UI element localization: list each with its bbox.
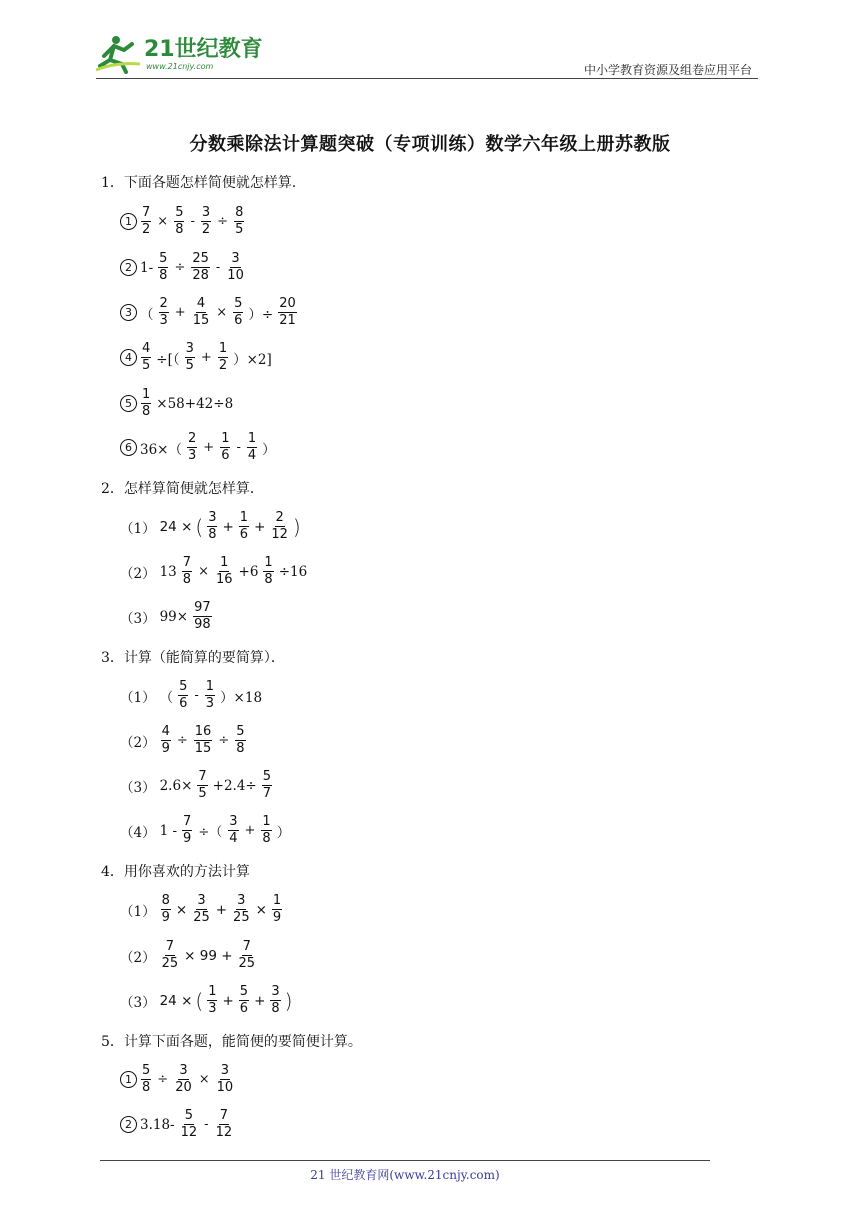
expression-text: 24 ×: [159, 518, 193, 535]
denominator: 98: [194, 617, 211, 633]
fraction: [233, 297, 243, 329]
header-platform-text: 中小学教育资源及组卷应用平台: [583, 63, 752, 77]
expression-text: ）÷: [248, 306, 274, 323]
fraction: [185, 342, 195, 374]
operator: ÷: [174, 260, 186, 276]
question-2: [101, 478, 264, 498]
expression-item: [120, 206, 247, 238]
question-4: [101, 861, 250, 881]
item-label: （2）: [120, 565, 156, 582]
operator: -: [215, 260, 221, 276]
fraction: [205, 680, 215, 712]
parenthesis: ): [284, 988, 293, 1013]
operator: -: [204, 1117, 209, 1133]
item-label: 2: [120, 259, 137, 276]
question-text: 计算下面各题，能简便的要简便计算。: [123, 1034, 362, 1050]
fraction: [215, 1109, 234, 1141]
expression-item: [120, 680, 264, 712]
numerator: 5: [178, 680, 188, 696]
numerator: 7: [141, 206, 151, 222]
denominator: 8: [208, 527, 217, 543]
expression-text: ）×2]: [233, 351, 272, 368]
numerator: 1: [247, 432, 257, 448]
expression-text: 24 ×: [159, 992, 193, 1009]
expression-text: ）×18: [220, 689, 263, 706]
denominator: 5: [142, 358, 151, 374]
operator: ÷（: [198, 825, 223, 841]
denominator: 6: [234, 313, 243, 329]
numerator: 3: [178, 1064, 188, 1080]
denominator: 8: [262, 831, 271, 847]
expression-text: ÷[（: [156, 351, 180, 368]
expression-item: [120, 1109, 236, 1141]
fraction: [239, 985, 249, 1017]
expression-text: +: [222, 518, 234, 535]
fraction: [161, 894, 171, 926]
fraction: [216, 1064, 235, 1096]
denominator: 15: [192, 313, 210, 329]
fraction: [247, 432, 257, 464]
item-label: （3）: [120, 610, 156, 627]
question-5: [101, 1031, 362, 1051]
numerator: 7: [182, 815, 192, 831]
numerator: 4: [161, 725, 171, 741]
fraction: [207, 985, 217, 1017]
expression-text: ）: [262, 441, 276, 458]
logo: [96, 34, 266, 74]
expression-item: [120, 432, 278, 464]
denominator: 9: [161, 910, 170, 926]
denominator: 8: [142, 1080, 151, 1096]
numerator: 25: [191, 252, 210, 268]
logo-url: www.21cnjy.com: [146, 62, 214, 71]
expression-text: ×: [175, 901, 188, 918]
denominator: 6: [239, 527, 249, 543]
footer-divider: [100, 1160, 710, 1161]
fraction: [187, 432, 197, 464]
denominator: 3: [205, 696, 215, 712]
fraction: [220, 432, 230, 464]
question-number: 1．: [101, 175, 124, 191]
denominator: 15: [194, 741, 212, 757]
fraction: [192, 894, 211, 926]
expression-item: [120, 342, 274, 374]
expression-text: +2.4÷: [212, 777, 257, 794]
expression-text: +: [254, 518, 266, 535]
fraction: [191, 252, 210, 284]
operator: -: [190, 214, 195, 230]
denominator: 25: [233, 910, 250, 926]
item-label: （3）: [120, 779, 156, 796]
expression-text: +: [222, 992, 234, 1009]
runner-logo-icon: [96, 36, 140, 72]
denominator: 20: [175, 1080, 192, 1096]
fraction: [194, 725, 213, 757]
item-label: （3）: [120, 994, 156, 1011]
fraction: [234, 206, 244, 238]
fraction: [228, 815, 238, 847]
expression-item: [120, 894, 285, 926]
denominator: 6: [221, 448, 230, 464]
operator: +: [244, 823, 256, 839]
numerator: 3: [270, 985, 280, 1001]
header-divider: [96, 78, 758, 79]
expression-item: [120, 770, 275, 802]
expression-item: [120, 1064, 237, 1096]
denominator: 25: [161, 956, 179, 972]
denominator: 5: [198, 786, 207, 802]
expression-item: [120, 985, 293, 1017]
fraction: [270, 511, 289, 543]
fraction: [261, 815, 271, 847]
question-3: [101, 647, 285, 667]
denominator: 10: [216, 1080, 234, 1096]
item-label: 6: [120, 439, 137, 456]
denominator: 3: [159, 313, 168, 329]
denominator: 25: [193, 910, 210, 926]
numerator: 1: [207, 985, 217, 1001]
fraction: [232, 894, 251, 926]
item-label: 3: [120, 304, 137, 321]
expression-text: 1 -: [159, 822, 178, 839]
numerator: 16: [194, 725, 213, 741]
numerator: 1: [239, 511, 249, 527]
denominator: 8: [142, 404, 151, 420]
numerator: 8: [234, 206, 244, 222]
denominator: 2: [142, 222, 151, 238]
denominator: 6: [239, 1001, 249, 1017]
parenthesis: (: [195, 988, 204, 1013]
denominator: 25: [238, 956, 256, 972]
fraction: [182, 815, 192, 847]
numerator: 1: [263, 556, 273, 572]
item-label: （2）: [120, 949, 156, 966]
fraction: [141, 388, 151, 420]
item-label: 4: [120, 349, 137, 366]
denominator: 2: [218, 358, 228, 374]
numerator: 3: [207, 511, 217, 527]
parenthesis: ): [292, 514, 301, 539]
expression-text: ×58+42÷8: [156, 395, 234, 412]
numerator: 5: [235, 725, 245, 741]
item-label: 2: [120, 1116, 137, 1133]
item-label: 5: [120, 395, 137, 412]
operator: ×: [198, 1072, 210, 1088]
numerator: 3: [185, 342, 195, 358]
fraction: [161, 725, 171, 757]
denominator: 12: [180, 1125, 198, 1141]
denominator: 28: [192, 268, 209, 284]
expression-text: （: [140, 306, 154, 323]
denominator: 3: [208, 1001, 217, 1017]
numerator: 5: [184, 1109, 194, 1125]
parenthesis: (: [195, 514, 204, 539]
denominator: 5: [185, 358, 194, 374]
denominator: 9: [272, 910, 282, 926]
numerator: 5: [239, 985, 249, 1001]
denominator: 8: [264, 572, 273, 588]
numerator: 1: [272, 894, 282, 910]
operator: ×: [198, 564, 209, 580]
denominator: 7: [262, 786, 272, 802]
numerator: 2: [187, 432, 197, 448]
fraction: [141, 206, 151, 238]
denominator: 8: [236, 741, 245, 757]
question-text: 用你喜欢的方法计算: [123, 864, 250, 880]
operator: -: [236, 440, 241, 456]
expression-text: +: [215, 901, 228, 918]
question-text: 怎样算简便就怎样算．: [123, 481, 264, 497]
denominator: 2: [201, 222, 211, 238]
question-1: [101, 172, 306, 192]
numerator: 8: [161, 894, 171, 910]
item-label: （1）: [120, 903, 156, 920]
numerator: 5: [158, 252, 168, 268]
fraction: [174, 1064, 193, 1096]
fraction: [278, 297, 297, 329]
numerator: 1: [141, 388, 151, 404]
fraction: [226, 252, 245, 284]
item-label: 1: [120, 1071, 137, 1088]
expression-text: 13: [159, 563, 177, 580]
expression-text: 99×: [159, 608, 189, 625]
denominator: 12: [271, 527, 288, 543]
expression-item: [120, 388, 235, 420]
operator: ×: [157, 214, 169, 230]
expression-text: 2.6×: [159, 777, 193, 794]
item-label: （1）: [120, 689, 156, 706]
item-label: （2）: [120, 734, 156, 751]
denominator: 9: [161, 741, 170, 757]
fraction: [174, 206, 184, 238]
logo-text: 21世纪教育: [144, 37, 263, 62]
expression-item: [120, 252, 248, 284]
operator: +: [174, 305, 186, 321]
expression-text: × 99 +: [184, 947, 233, 964]
numerator: 3: [230, 252, 240, 268]
numerator: 4: [196, 297, 206, 313]
numerator: 1: [205, 680, 215, 696]
numerator: 3: [228, 815, 238, 831]
fraction: [180, 1109, 199, 1141]
numerator: 1: [219, 556, 229, 572]
item-label: （1）: [120, 520, 156, 537]
expression-item: [120, 725, 249, 757]
numerator: 1: [220, 432, 230, 448]
fraction: [263, 556, 273, 588]
denominator: 4: [247, 448, 257, 464]
page-title: 分数乘除法计算题突破（专项训练）数学六年级上册苏教版: [189, 134, 671, 155]
question-text: 计算（能简算的要简算）．: [123, 650, 285, 666]
fraction: [215, 556, 234, 588]
fraction: [159, 297, 169, 329]
fraction: [192, 297, 211, 329]
denominator: 6: [179, 696, 188, 712]
numerator: 2: [159, 297, 169, 313]
operator: ×: [216, 305, 228, 321]
expression-text: ÷16: [278, 563, 308, 580]
expression-text: ×: [255, 901, 267, 918]
numerator: 3: [236, 894, 246, 910]
fraction: [270, 985, 280, 1017]
numerator: 5: [174, 206, 184, 222]
fraction: [158, 252, 168, 284]
question-number: 2．: [101, 481, 124, 497]
fraction: [141, 342, 151, 374]
denominator: 8: [271, 1001, 280, 1017]
expression-text: 3.18-: [140, 1116, 175, 1133]
denominator: 9: [183, 831, 192, 847]
expression-item: [120, 511, 302, 543]
denominator: 8: [159, 268, 168, 284]
numerator: 3: [196, 894, 206, 910]
numerator: 20: [278, 297, 297, 313]
page-header: [96, 30, 758, 78]
item-label: （4）: [120, 824, 156, 841]
numerator: 7: [197, 770, 207, 786]
fraction: [218, 342, 228, 374]
denominator: 12: [215, 1125, 233, 1141]
expression-text: （: [159, 689, 174, 706]
fraction: [239, 511, 249, 543]
numerator: 5: [233, 297, 243, 313]
expression-text: 36×（: [140, 441, 182, 458]
fraction: [207, 511, 217, 543]
numerator: 1: [261, 815, 271, 831]
operator: ÷: [157, 1072, 169, 1088]
denominator: 3: [188, 448, 197, 464]
fraction: [238, 940, 257, 972]
fraction: [193, 601, 212, 633]
fraction: [161, 940, 180, 972]
item-label: 1: [120, 213, 137, 230]
fraction: [141, 1064, 151, 1096]
numerator: 4: [141, 342, 151, 358]
operator: +: [203, 440, 215, 456]
fraction: [235, 725, 245, 757]
fraction: [197, 770, 207, 802]
expression-item: [120, 940, 259, 972]
expression-item: [120, 815, 292, 847]
fraction: [178, 680, 188, 712]
denominator: 8: [182, 572, 192, 588]
numerator: 3: [220, 1064, 230, 1080]
question-number: 5．: [101, 1034, 124, 1050]
denominator: 16: [215, 572, 233, 588]
footer-text: 21 世纪教育网(www.21cnjy.com): [310, 1168, 500, 1182]
denominator: 10: [227, 268, 244, 284]
denominator: 4: [229, 831, 238, 847]
operator: ÷: [218, 733, 230, 749]
denominator: 8: [175, 222, 184, 238]
fraction: [272, 894, 282, 926]
numerator: 2: [275, 511, 285, 527]
question-number: 3．: [101, 650, 124, 666]
question-number: 4．: [101, 864, 124, 880]
numerator: 5: [262, 770, 272, 786]
expression-text: +: [254, 992, 266, 1009]
numerator: 97: [193, 601, 212, 617]
fraction: [182, 556, 192, 588]
numerator: 7: [165, 940, 175, 956]
fraction: [201, 206, 211, 238]
numerator: 7: [182, 556, 192, 572]
expression-item: [120, 297, 300, 329]
expression-item: [120, 556, 309, 588]
operator: ÷: [217, 214, 229, 230]
operator: +: [200, 350, 212, 366]
operator: ÷: [176, 733, 188, 749]
fraction: [262, 770, 272, 802]
expression-text: ）: [276, 824, 291, 841]
operator: -: [194, 688, 199, 704]
expression-text: 1-: [140, 259, 154, 276]
numerator: 7: [219, 1109, 229, 1125]
denominator: 21: [279, 313, 296, 329]
numerator: 5: [141, 1064, 151, 1080]
denominator: 5: [235, 222, 244, 238]
question-text: 下面各题怎样简便就怎样算．: [123, 175, 306, 191]
expression-text: +6: [238, 563, 259, 580]
expression-item: [120, 601, 215, 633]
numerator: 1: [218, 342, 228, 358]
numerator: 7: [242, 940, 252, 956]
numerator: 3: [201, 206, 211, 222]
